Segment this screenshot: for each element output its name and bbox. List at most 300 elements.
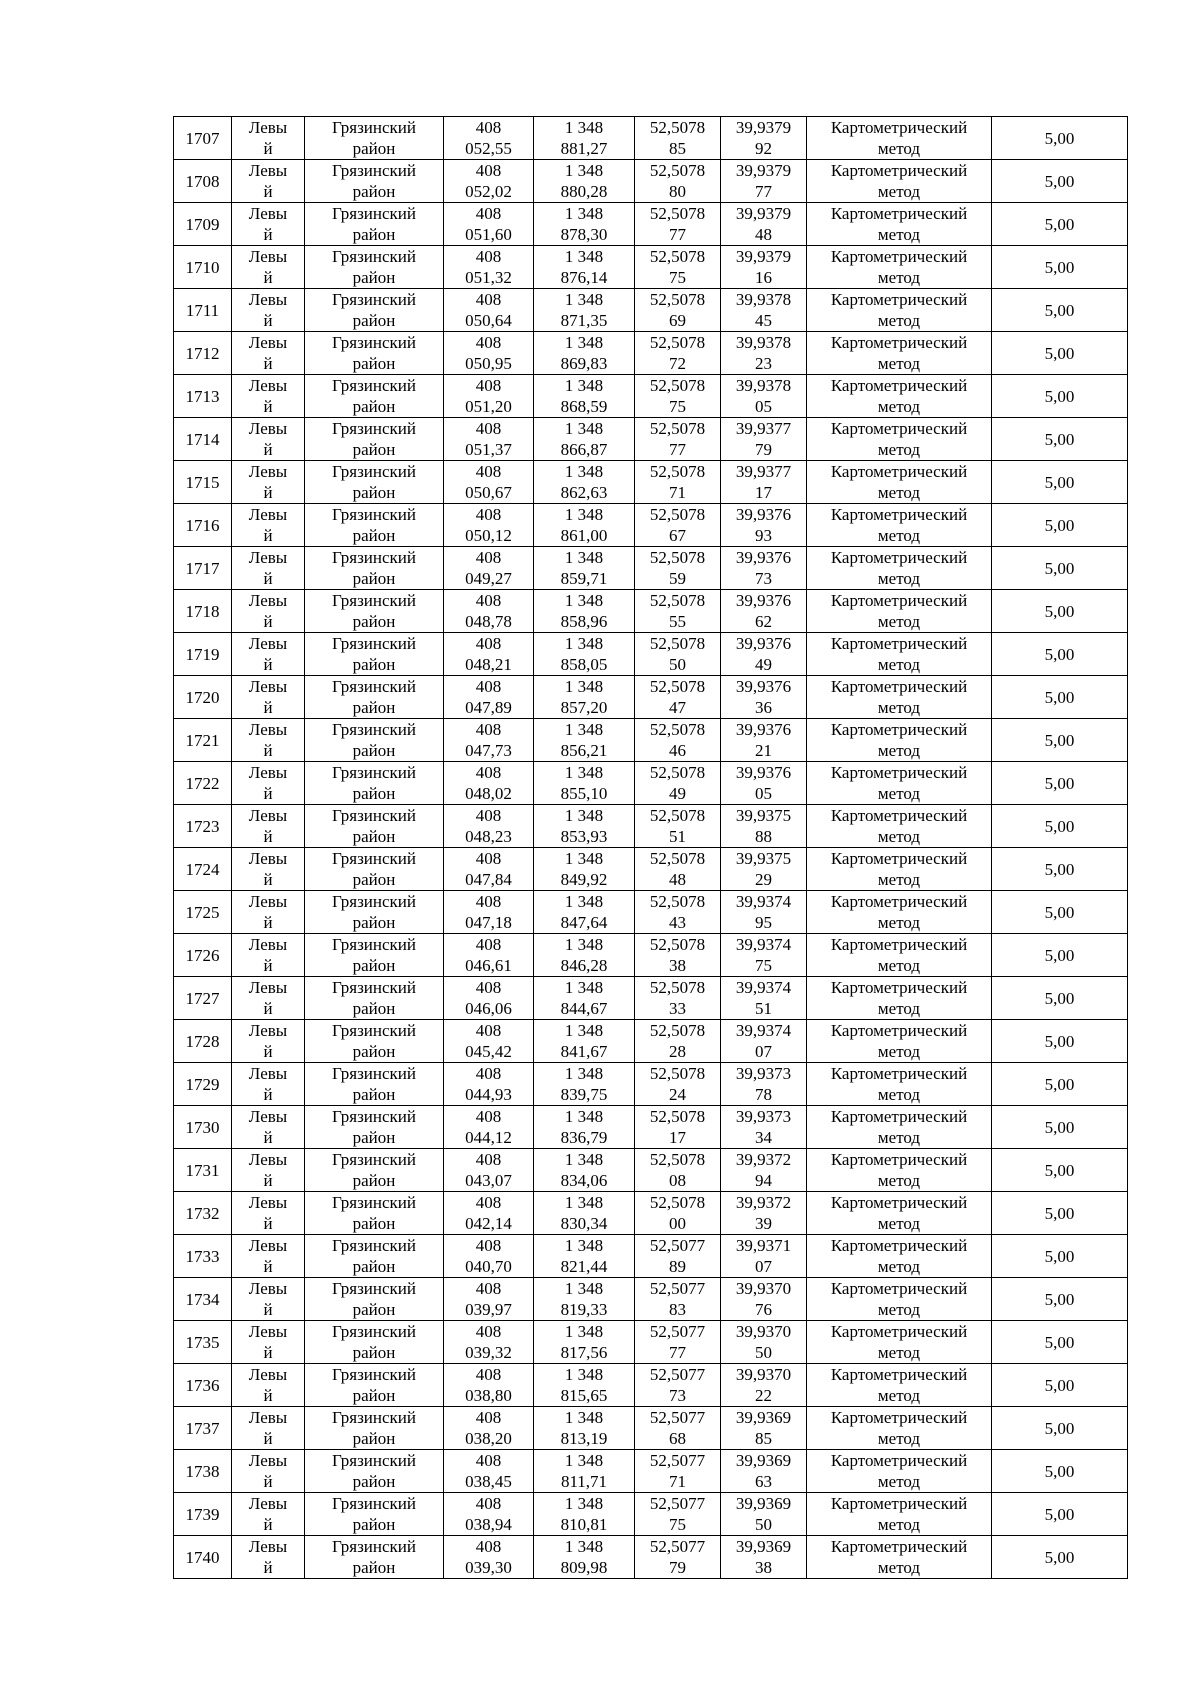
bank-side-cell-line: Левы [248, 462, 288, 481]
method-cell-line: метод [877, 1558, 921, 1577]
x-coordinate-cell-line: 408 [475, 505, 502, 524]
y-coordinate-cell-line: 839,75 [560, 1085, 608, 1104]
x-coordinate-cell-line: 408 [475, 1451, 502, 1470]
point-number-cell: 1731 [174, 1149, 232, 1192]
method-cell-line: метод [877, 139, 921, 158]
x-coordinate-cell-line: 408 [475, 462, 502, 481]
bank-side-cell [232, 461, 305, 504]
latitude-cell-line: 52,5078 [649, 677, 706, 696]
latitude-cell-line: 00 [669, 1214, 686, 1233]
method-cell-line: метод [877, 1343, 921, 1362]
district-cell-line: Грязинский [332, 591, 416, 610]
district-cell-line: Грязинский [332, 290, 416, 309]
method-cell-line: метод [877, 268, 921, 287]
point-number-cell: 1740 [174, 1536, 232, 1579]
longitude-cell-line: 51 [755, 999, 772, 1018]
longitude-cell-line: 94 [755, 1171, 772, 1190]
y-coordinate-cell-line: 1 348 [564, 591, 604, 610]
x-coordinate-cell-line: 038,45 [465, 1472, 512, 1491]
method-cell [807, 1106, 992, 1149]
point-number-cell: 1709 [174, 203, 232, 246]
district-cell-line: Грязинский [332, 333, 416, 352]
y-coordinate-cell-line: 876,14 [560, 268, 608, 287]
district-cell-line: район [352, 1085, 396, 1104]
table-row [174, 418, 1128, 461]
y-coordinate-cell [534, 332, 635, 375]
bank-side-cell-line: й [263, 1085, 273, 1104]
district-cell-line: район [352, 698, 396, 717]
longitude-cell-line: 39,9376 [735, 591, 792, 610]
point-number-cell: 1719 [174, 633, 232, 676]
longitude-cell-line: 88 [755, 827, 772, 846]
precision-cell: 5,00 [992, 547, 1128, 590]
method-cell [807, 977, 992, 1020]
latitude-cell [635, 1450, 721, 1493]
longitude-cell-line: 07 [755, 1042, 772, 1061]
bank-side-cell [232, 1149, 305, 1192]
latitude-cell-line: 52,5078 [649, 1107, 706, 1126]
district-cell [305, 1235, 444, 1278]
latitude-cell [635, 1536, 721, 1579]
district-cell-line: район [352, 182, 396, 201]
latitude-cell [635, 633, 721, 676]
longitude-cell [721, 1192, 807, 1235]
table-row [174, 203, 1128, 246]
bank-side-cell [232, 246, 305, 289]
y-coordinate-cell [534, 1063, 635, 1106]
district-cell [305, 934, 444, 977]
y-coordinate-cell-line: 834,06 [560, 1171, 608, 1190]
latitude-cell [635, 676, 721, 719]
precision-cell: 5,00 [992, 418, 1128, 461]
district-cell-line: Грязинский [332, 720, 416, 739]
x-coordinate-cell-line: 047,89 [465, 698, 512, 717]
district-cell-line: район [352, 1128, 396, 1147]
district-cell-line: район [352, 1386, 396, 1405]
district-cell-line: район [352, 655, 396, 674]
y-coordinate-cell-line: 1 348 [564, 548, 604, 567]
method-cell-line: метод [877, 999, 921, 1018]
method-cell-line: метод [877, 182, 921, 201]
district-cell-line: Грязинский [332, 763, 416, 782]
table-row [174, 848, 1128, 891]
longitude-cell-line: 21 [755, 741, 772, 760]
district-cell [305, 590, 444, 633]
y-coordinate-cell-line: 849,92 [560, 870, 608, 889]
latitude-cell-line: 52,5078 [649, 591, 706, 610]
longitude-cell-line: 39,9379 [735, 204, 792, 223]
longitude-cell-line: 39,9376 [735, 505, 792, 524]
y-coordinate-cell-line: 836,79 [560, 1128, 608, 1147]
x-coordinate-cell-line: 051,60 [465, 225, 512, 244]
method-cell [807, 203, 992, 246]
district-cell-line: район [352, 1300, 396, 1319]
bank-side-cell [232, 934, 305, 977]
precision-cell: 5,00 [992, 1192, 1128, 1235]
longitude-cell-line: 23 [755, 354, 772, 373]
precision-cell: 5,00 [992, 891, 1128, 934]
longitude-cell [721, 977, 807, 1020]
district-cell-line: район [352, 870, 396, 889]
longitude-cell [721, 203, 807, 246]
x-coordinate-cell [444, 934, 534, 977]
x-coordinate-cell [444, 1536, 534, 1579]
precision-cell: 5,00 [992, 719, 1128, 762]
district-cell-line: Грязинский [332, 806, 416, 825]
table-row [174, 1106, 1128, 1149]
longitude-cell [721, 1450, 807, 1493]
x-coordinate-cell [444, 461, 534, 504]
longitude-cell-line: 50 [755, 1343, 772, 1362]
bank-side-cell-line: Левы [248, 548, 288, 567]
x-coordinate-cell-line: 048,78 [465, 612, 512, 631]
latitude-cell-line: 52,5077 [649, 1451, 706, 1470]
method-cell-line: метод [877, 1429, 921, 1448]
district-cell-line: район [352, 741, 396, 760]
bank-side-cell [232, 1192, 305, 1235]
method-cell [807, 590, 992, 633]
x-coordinate-cell [444, 203, 534, 246]
longitude-cell-line: 39,9376 [735, 677, 792, 696]
longitude-cell-line: 92 [755, 139, 772, 158]
longitude-cell-line: 39,9376 [735, 763, 792, 782]
y-coordinate-cell [534, 805, 635, 848]
latitude-cell-line: 77 [669, 1343, 686, 1362]
latitude-cell-line: 52,5078 [649, 892, 706, 911]
longitude-cell [721, 547, 807, 590]
y-coordinate-cell-line: 809,98 [560, 1558, 608, 1577]
bank-side-cell-line: Левы [248, 118, 288, 137]
latitude-cell-line: 80 [669, 182, 686, 201]
latitude-cell-line: 08 [669, 1171, 686, 1190]
x-coordinate-cell [444, 805, 534, 848]
x-coordinate-cell [444, 1364, 534, 1407]
latitude-cell-line: 89 [669, 1257, 686, 1276]
y-coordinate-cell-line: 1 348 [564, 1451, 604, 1470]
y-coordinate-cell [534, 848, 635, 891]
point-number-cell: 1723 [174, 805, 232, 848]
bank-side-cell-line: Левы [248, 1021, 288, 1040]
longitude-cell-line: 39,9371 [735, 1236, 792, 1255]
y-coordinate-cell [534, 1106, 635, 1149]
y-coordinate-cell-line: 1 348 [564, 1107, 604, 1126]
latitude-cell-line: 52,5078 [649, 849, 706, 868]
method-cell-line: метод [877, 741, 921, 760]
y-coordinate-cell-line: 1 348 [564, 720, 604, 739]
precision-cell: 5,00 [992, 934, 1128, 977]
method-cell-line: метод [877, 1386, 921, 1405]
latitude-cell-line: 71 [669, 1472, 686, 1491]
longitude-cell [721, 1364, 807, 1407]
y-coordinate-cell-line: 858,96 [560, 612, 608, 631]
x-coordinate-cell-line: 408 [475, 419, 502, 438]
method-cell-line: Картометрический [830, 1408, 968, 1427]
method-cell-line: метод [877, 397, 921, 416]
method-cell-line: Картометрический [830, 204, 968, 223]
method-cell-line: Картометрический [830, 161, 968, 180]
method-cell [807, 805, 992, 848]
bank-side-cell-line: й [263, 612, 273, 631]
bank-side-cell-line: й [263, 1214, 273, 1233]
longitude-cell [721, 375, 807, 418]
bank-side-cell [232, 547, 305, 590]
longitude-cell-line: 39,9374 [735, 935, 792, 954]
bank-side-cell-line: Левы [248, 763, 288, 782]
table-row [174, 934, 1128, 977]
longitude-cell [721, 633, 807, 676]
latitude-cell-line: 68 [669, 1429, 686, 1448]
bank-side-cell-line: Левы [248, 978, 288, 997]
district-cell-line: Грязинский [332, 1150, 416, 1169]
y-coordinate-cell-line: 1 348 [564, 1193, 604, 1212]
district-cell-line: Грязинский [332, 892, 416, 911]
x-coordinate-cell-line: 408 [475, 247, 502, 266]
point-number-cell: 1725 [174, 891, 232, 934]
longitude-cell [721, 160, 807, 203]
method-cell-line: Картометрический [830, 548, 968, 567]
precision-cell: 5,00 [992, 246, 1128, 289]
x-coordinate-cell-line: 408 [475, 1537, 502, 1556]
district-cell [305, 1192, 444, 1235]
y-coordinate-cell [534, 1364, 635, 1407]
bank-side-cell-line: Левы [248, 505, 288, 524]
y-coordinate-cell-line: 815,65 [560, 1386, 608, 1405]
district-cell-line: район [352, 311, 396, 330]
y-coordinate-cell [534, 289, 635, 332]
precision-cell: 5,00 [992, 1106, 1128, 1149]
latitude-cell [635, 289, 721, 332]
longitude-cell [721, 934, 807, 977]
x-coordinate-cell-line: 042,14 [465, 1214, 512, 1233]
y-coordinate-cell-line: 1 348 [564, 462, 604, 481]
point-number-cell: 1710 [174, 246, 232, 289]
bank-side-cell-line: й [263, 354, 273, 373]
district-cell-line: район [352, 139, 396, 158]
y-coordinate-cell [534, 203, 635, 246]
precision-cell: 5,00 [992, 805, 1128, 848]
y-coordinate-cell [534, 1536, 635, 1579]
y-coordinate-cell-line: 878,30 [560, 225, 608, 244]
latitude-cell [635, 977, 721, 1020]
longitude-cell [721, 1149, 807, 1192]
longitude-cell [721, 1536, 807, 1579]
x-coordinate-cell-line: 408 [475, 1064, 502, 1083]
point-number-cell: 1729 [174, 1063, 232, 1106]
district-cell-line: Грязинский [332, 1365, 416, 1384]
latitude-cell-line: 52,5078 [649, 978, 706, 997]
method-cell-line: метод [877, 440, 921, 459]
x-coordinate-cell-line: 045,42 [465, 1042, 512, 1061]
y-coordinate-cell-line: 1 348 [564, 634, 604, 653]
x-coordinate-cell-line: 050,95 [465, 354, 512, 373]
y-coordinate-cell [534, 633, 635, 676]
longitude-cell [721, 332, 807, 375]
y-coordinate-cell [534, 246, 635, 289]
y-coordinate-cell [534, 891, 635, 934]
precision-cell: 5,00 [992, 332, 1128, 375]
longitude-cell-line: 39,9373 [735, 1064, 792, 1083]
longitude-cell-line: 05 [755, 397, 772, 416]
bank-side-cell-line: Левы [248, 634, 288, 653]
precision-cell: 5,00 [992, 848, 1128, 891]
method-cell [807, 1235, 992, 1278]
longitude-cell [721, 762, 807, 805]
y-coordinate-cell-line: 856,21 [560, 741, 608, 760]
longitude-cell-line: 45 [755, 311, 772, 330]
precision-cell: 5,00 [992, 762, 1128, 805]
x-coordinate-cell-line: 408 [475, 935, 502, 954]
longitude-cell [721, 891, 807, 934]
latitude-cell-line: 52,5078 [649, 247, 706, 266]
longitude-cell [721, 117, 807, 160]
method-cell [807, 461, 992, 504]
latitude-cell-line: 52,5078 [649, 634, 706, 653]
latitude-cell-line: 79 [669, 1558, 686, 1577]
precision-cell: 5,00 [992, 1235, 1128, 1278]
district-cell [305, 1278, 444, 1321]
y-coordinate-cell-line: 1 348 [564, 247, 604, 266]
longitude-cell-line: 22 [755, 1386, 772, 1405]
x-coordinate-cell [444, 590, 534, 633]
district-cell-line: Грязинский [332, 978, 416, 997]
method-cell-line: метод [877, 1128, 921, 1147]
bank-side-cell [232, 1450, 305, 1493]
bank-side-cell-line: Левы [248, 1451, 288, 1470]
y-coordinate-cell-line: 811,71 [560, 1472, 608, 1491]
district-cell-line: район [352, 784, 396, 803]
latitude-cell [635, 848, 721, 891]
y-coordinate-cell-line: 813,19 [560, 1429, 608, 1448]
bank-side-cell-line: й [263, 999, 273, 1018]
method-cell [807, 160, 992, 203]
bank-side-cell-line: й [263, 1558, 273, 1577]
method-cell-line: Картометрический [830, 1107, 968, 1126]
longitude-cell-line: 95 [755, 913, 772, 932]
method-cell-line: метод [877, 655, 921, 674]
latitude-cell [635, 547, 721, 590]
longitude-cell-line: 36 [755, 698, 772, 717]
point-number-cell: 1712 [174, 332, 232, 375]
bank-side-cell [232, 375, 305, 418]
method-cell [807, 1020, 992, 1063]
longitude-cell-line: 39,9370 [735, 1279, 792, 1298]
x-coordinate-cell-line: 044,93 [465, 1085, 512, 1104]
method-cell-line: Картометрический [830, 1451, 968, 1470]
longitude-cell-line: 39,9377 [735, 419, 792, 438]
x-coordinate-cell [444, 1278, 534, 1321]
y-coordinate-cell-line: 862,63 [560, 483, 608, 502]
bank-side-cell-line: Левы [248, 204, 288, 223]
district-cell-line: Грязинский [332, 462, 416, 481]
x-coordinate-cell [444, 289, 534, 332]
latitude-cell-line: 75 [669, 397, 686, 416]
table-row [174, 1063, 1128, 1106]
y-coordinate-cell-line: 1 348 [564, 1279, 604, 1298]
district-cell [305, 1020, 444, 1063]
bank-side-cell [232, 633, 305, 676]
precision-cell: 5,00 [992, 117, 1128, 160]
latitude-cell-line: 55 [669, 612, 686, 631]
table-row [174, 633, 1128, 676]
method-cell-line: Картометрический [830, 892, 968, 911]
y-coordinate-cell-line: 858,05 [560, 655, 608, 674]
longitude-cell-line: 77 [755, 182, 772, 201]
method-cell-line: метод [877, 526, 921, 545]
y-coordinate-cell-line: 1 348 [564, 892, 604, 911]
longitude-cell-line: 39,9375 [735, 849, 792, 868]
district-cell-line: Грязинский [332, 1236, 416, 1255]
table-row [174, 1149, 1128, 1192]
bank-side-cell-line: Левы [248, 1193, 288, 1212]
bank-side-cell-line: Левы [248, 247, 288, 266]
latitude-cell [635, 1493, 721, 1536]
table-row [174, 246, 1128, 289]
method-cell [807, 891, 992, 934]
bank-side-cell [232, 805, 305, 848]
bank-side-cell [232, 1063, 305, 1106]
latitude-cell-line: 77 [669, 225, 686, 244]
table-row [174, 1493, 1128, 1536]
precision-cell: 5,00 [992, 1321, 1128, 1364]
district-cell [305, 1536, 444, 1579]
point-number-cell: 1726 [174, 934, 232, 977]
method-cell-line: Картометрический [830, 634, 968, 653]
bank-side-cell-line: Левы [248, 677, 288, 696]
latitude-cell-line: 52,5078 [649, 720, 706, 739]
latitude-cell [635, 891, 721, 934]
latitude-cell [635, 461, 721, 504]
bank-side-cell-line: й [263, 225, 273, 244]
latitude-cell-line: 72 [669, 354, 686, 373]
district-cell [305, 117, 444, 160]
y-coordinate-cell-line: 1 348 [564, 1322, 604, 1341]
table-row [174, 1278, 1128, 1321]
method-cell-line: метод [877, 1515, 921, 1534]
latitude-cell-line: 52,5078 [649, 1021, 706, 1040]
longitude-cell-line: 39,9369 [735, 1494, 792, 1513]
point-number-cell: 1722 [174, 762, 232, 805]
latitude-cell-line: 67 [669, 526, 686, 545]
method-cell [807, 418, 992, 461]
y-coordinate-cell-line: 1 348 [564, 290, 604, 309]
table-row [174, 676, 1128, 719]
y-coordinate-cell [534, 1321, 635, 1364]
district-cell-line: Грязинский [332, 1322, 416, 1341]
x-coordinate-cell [444, 375, 534, 418]
longitude-cell [721, 805, 807, 848]
latitude-cell [635, 805, 721, 848]
bank-side-cell [232, 1278, 305, 1321]
x-coordinate-cell [444, 1192, 534, 1235]
bank-side-cell-line: Левы [248, 806, 288, 825]
bank-side-cell-line: Левы [248, 892, 288, 911]
x-coordinate-cell [444, 504, 534, 547]
point-number-cell: 1716 [174, 504, 232, 547]
x-coordinate-cell-line: 408 [475, 376, 502, 395]
district-cell-line: Грязинский [332, 1021, 416, 1040]
longitude-cell-line: 39,9369 [735, 1451, 792, 1470]
longitude-cell-line: 39,9374 [735, 1021, 792, 1040]
y-coordinate-cell-line: 1 348 [564, 763, 604, 782]
method-cell-line: Картометрический [830, 118, 968, 137]
district-cell-line: Грязинский [332, 1064, 416, 1083]
bank-side-cell [232, 1020, 305, 1063]
bank-side-cell [232, 1364, 305, 1407]
bank-side-cell [232, 203, 305, 246]
table-row [174, 504, 1128, 547]
latitude-cell-line: 52,5077 [649, 1408, 706, 1427]
y-coordinate-cell-line: 1 348 [564, 118, 604, 137]
